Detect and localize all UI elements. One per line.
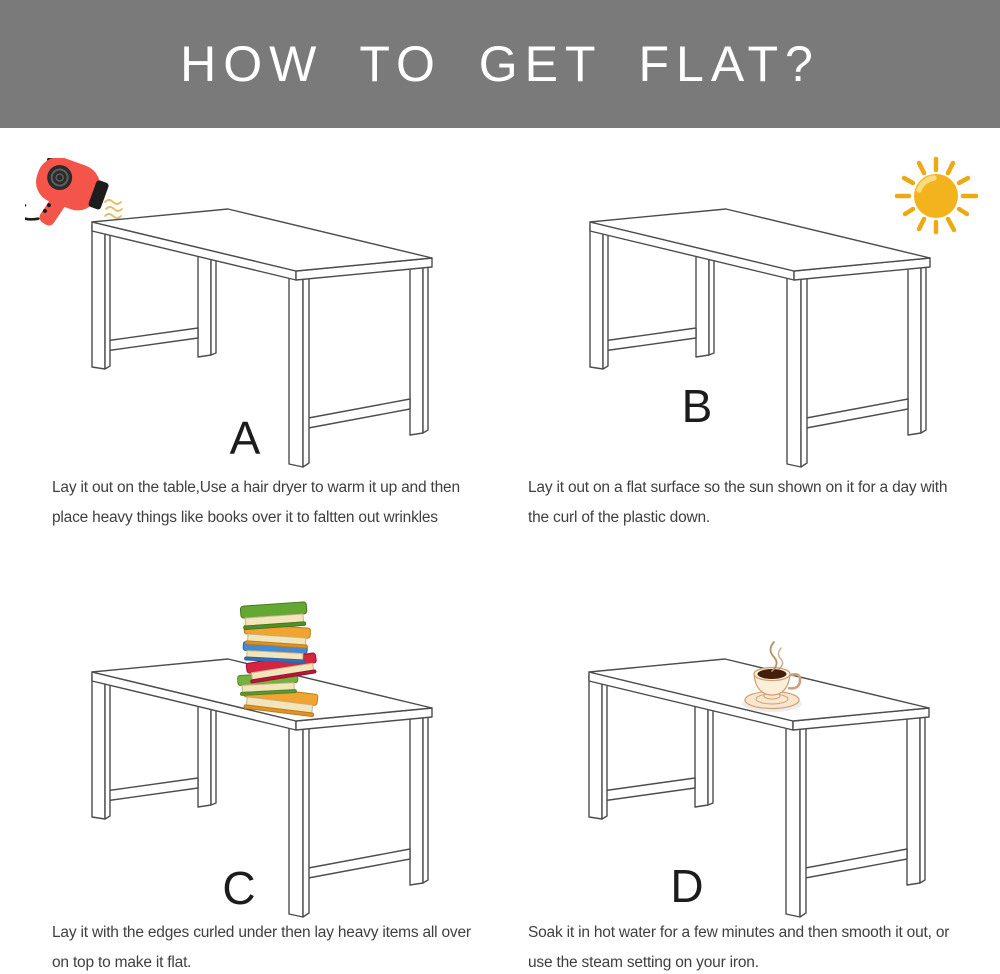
method-description-a xyxy=(52,473,460,533)
table-illustration xyxy=(583,205,948,480)
method-description-c xyxy=(52,918,471,974)
method-description-b xyxy=(528,473,947,533)
header-banner xyxy=(0,0,1000,128)
coffee-cup-icon xyxy=(730,638,815,718)
method-label-c: C xyxy=(222,862,256,914)
description-line: Lay it out on a flat surface so the sun shown on it for a day with xyxy=(528,479,948,496)
method-c-section xyxy=(0,560,500,974)
method-label-b: B xyxy=(681,380,713,432)
description-line: Soak it in hot water for a few minutes and then smooth it out, or xyxy=(528,924,950,941)
method-label-d: D xyxy=(670,860,704,912)
method-d-section xyxy=(500,560,1000,974)
book-stack-icon xyxy=(224,598,334,718)
table-illustration xyxy=(85,205,450,480)
method-label-a: A xyxy=(229,412,261,464)
description-line: on top to make it flat. xyxy=(52,954,192,971)
method-a-section xyxy=(0,128,500,560)
method-description-d xyxy=(528,918,949,974)
method-b-section xyxy=(500,128,1000,560)
page-title: HOW TO GET FLAT? xyxy=(180,36,820,92)
description-line: the curl of the plastic down. xyxy=(528,509,711,526)
description-line: Lay it with the edges curled under then lay heavy items all over xyxy=(52,924,471,941)
description-line: place heavy things like books over it to faltten out wrinkles xyxy=(52,509,438,526)
description-line: use the steam setting on your iron. xyxy=(528,954,759,971)
description-line: Lay it out on the table,Use a hair dryer to warm it up and then xyxy=(52,479,460,496)
